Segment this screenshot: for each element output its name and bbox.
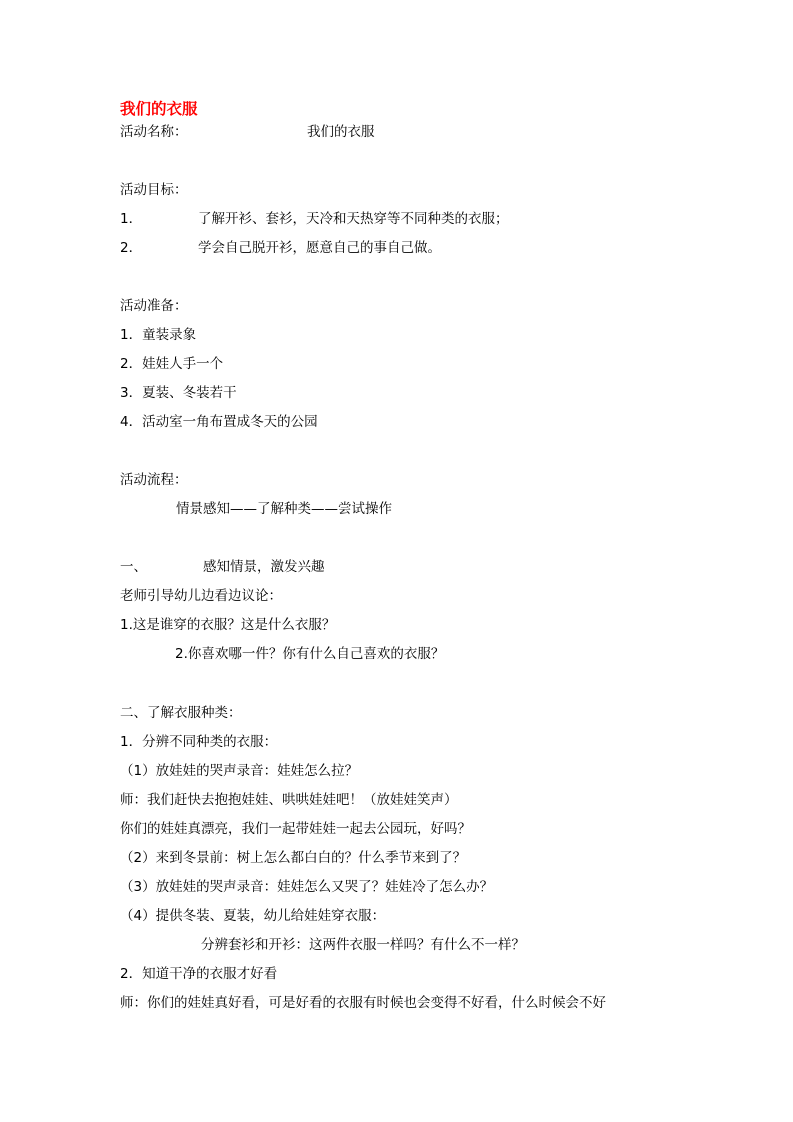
section1-number: 一、 <box>120 559 147 575</box>
document-title: 我们的衣服 <box>120 100 198 118</box>
preparation-item: 1．童装录象 <box>120 327 197 343</box>
goal-text: 学会自己脱开衫，愿意自己的事自己做。 <box>198 240 441 256</box>
activity-name-value: 我们的衣服 <box>307 124 375 140</box>
section2-line: 师：我们赶快去抱抱娃娃、哄哄娃娃吧！（放娃娃笑声） <box>120 792 458 808</box>
section1-line: 1.这是谁穿的衣服？这是什么衣服？ <box>120 617 336 633</box>
preparation-item: 4．活动室一角布置成冬天的公园 <box>120 414 318 430</box>
section1-line: 老师引导幼儿边看边议论： <box>120 588 282 604</box>
section2-heading: 二、了解衣服种类： <box>120 705 242 721</box>
flow-heading: 活动流程： <box>120 472 188 488</box>
preparation-item: 3．夏装、冬装若干 <box>120 385 237 401</box>
section1-heading: 感知情景，激发兴趣 <box>203 559 325 575</box>
flow-steps: 情景感知——了解种类——尝试操作 <box>176 501 392 517</box>
activity-name-label: 活动名称： <box>120 124 188 140</box>
section2-line: 师：你们的娃娃真好看，可是好看的衣服有时候也会变得不好看，什么时候会不好 <box>120 995 606 1011</box>
goals-heading: 活动目标： <box>120 182 188 198</box>
section1-line: 2.你喜欢哪一件？你有什么自己喜欢的衣服？ <box>175 646 445 662</box>
section2-line: （2）来到冬景前：树上怎么都白白的？什么季节来到了？ <box>120 850 467 866</box>
goal-number: 2． <box>120 240 143 256</box>
section2-line: 2．知道干净的衣服才好看 <box>120 966 278 982</box>
section2-line: 1．分辨不同种类的衣服： <box>120 734 278 750</box>
section2-line: （3）放娃娃的哭声录音：娃娃怎么又哭了？娃娃冷了怎么办？ <box>120 879 494 895</box>
section2-line: 你们的娃娃真漂亮，我们一起带娃娃一起去公园玩，好吗？ <box>120 821 471 837</box>
preparation-item: 2．娃娃人手一个 <box>120 356 224 372</box>
section2-line: （4）提供冬装、夏装，幼儿给娃娃穿衣服： <box>120 908 386 924</box>
section2-line: 分辨套衫和开衫：这两件衣服一样吗？有什么不一样？ <box>201 937 525 953</box>
preparation-heading: 活动准备： <box>120 298 188 314</box>
section2-line: （1）放娃娃的哭声录音：娃娃怎么拉？ <box>120 763 359 779</box>
goal-text: 了解开衫、套衫，天冷和天热穿等不同种类的衣服； <box>198 211 509 227</box>
goal-number: 1． <box>120 211 143 227</box>
